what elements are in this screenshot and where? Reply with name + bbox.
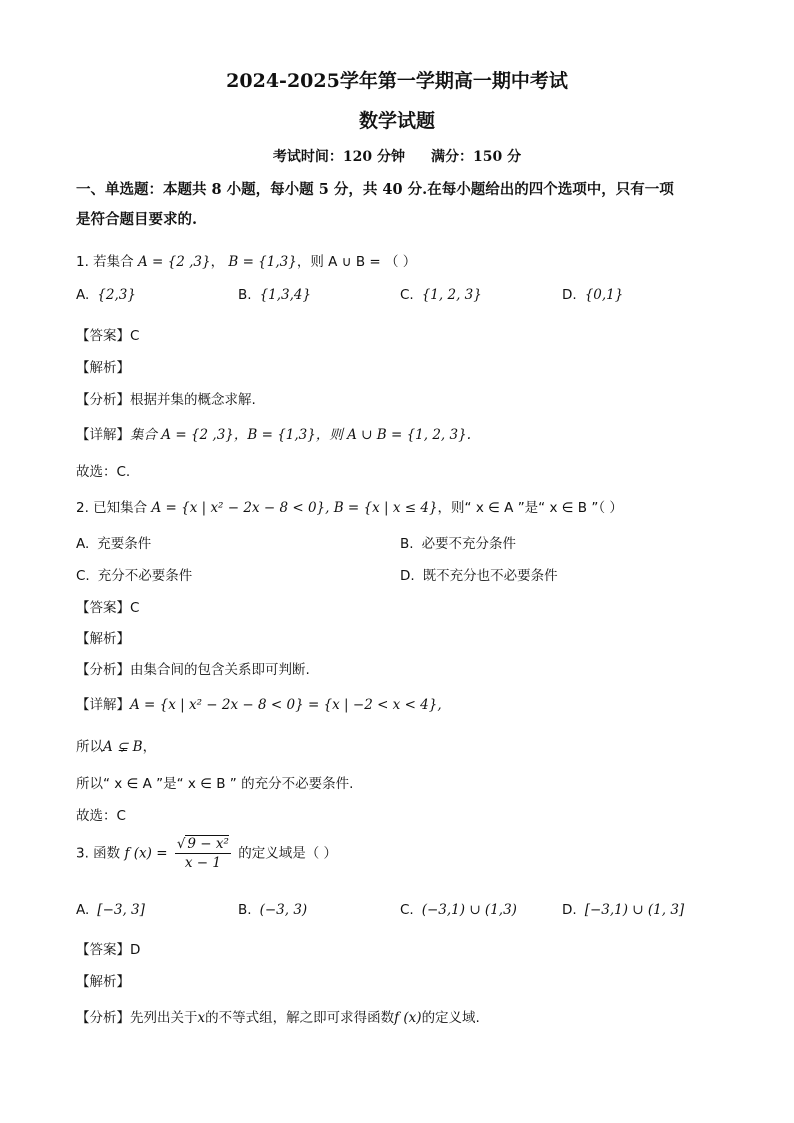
option-label: A. xyxy=(76,287,90,303)
option-label: B. xyxy=(238,902,252,918)
question-1 xyxy=(76,250,416,270)
q2-answer: 【答案】C xyxy=(76,600,140,616)
q2-detail-text: A = {x | x² − 2x − 8 < 0} = {x | −2 < x < 4}, xyxy=(130,697,442,713)
q1-option-a xyxy=(76,287,136,303)
q3-fenxi-a: 【分析】先列出关于 xyxy=(76,1010,198,1026)
option-label: A. xyxy=(76,536,90,552)
option-label: D. xyxy=(562,902,577,918)
q2-tail: ，则“ x ∈ A ”是“ x ∈ B ”（ ） xyxy=(437,500,623,516)
option-text: 充要条件 xyxy=(97,536,152,552)
q2-option-c xyxy=(76,564,192,584)
q2-choose: 故选：C xyxy=(76,808,126,824)
option-text: {1,3,4} xyxy=(259,287,312,303)
q3-fenxi-fx: f (x) xyxy=(394,1010,422,1026)
q1-option-d xyxy=(562,287,623,303)
q1-analysis-label: 【解析】 xyxy=(76,360,130,376)
q2-detail-label: 【详解】 xyxy=(76,697,130,713)
q2-detail xyxy=(76,693,442,713)
option-label: B. xyxy=(400,536,414,552)
option-text: {1, 2, 3} xyxy=(421,287,482,303)
q1-option-c xyxy=(400,287,482,303)
option-text: {0,1} xyxy=(584,287,624,303)
q2-so1 xyxy=(76,735,156,755)
q1-detail xyxy=(76,423,471,443)
section-heading-line2: 是符合题目要求的. xyxy=(76,211,198,228)
q1-tail: ，则 A ∪ B = xyxy=(296,254,381,270)
q1-set-a: A = {2 ,3} xyxy=(137,254,211,270)
q3-answer: 【答案】D xyxy=(76,942,141,958)
option-label: D. xyxy=(562,287,577,303)
q3-option-b xyxy=(238,902,307,918)
q3-prefix: 3. 函数 xyxy=(76,845,121,862)
q3-option-a xyxy=(76,902,145,918)
option-label: D. xyxy=(400,568,415,584)
option-text: 必要不充分条件 xyxy=(421,536,517,552)
q3-tail: 的定义域是（ ） xyxy=(238,845,338,862)
option-label: C. xyxy=(76,568,90,584)
option-text: 既不充分也不必要条件 xyxy=(422,568,558,584)
q3-option-c xyxy=(400,902,517,918)
q3-fenxi-x: x xyxy=(197,1010,206,1026)
exam-meta xyxy=(0,146,794,166)
q2-fenxi: 【分析】由集合间的包含关系即可判断. xyxy=(76,662,310,678)
q1-detail-label: 【详解】 xyxy=(76,427,130,443)
q2-so1-prefix: 所以 xyxy=(76,739,103,755)
q3-option-d xyxy=(562,902,684,918)
option-label: A. xyxy=(76,902,90,918)
exam-score: 满分：150 分 xyxy=(431,149,522,165)
q1-choose: 故选：C. xyxy=(76,464,131,480)
q1-answer: 【答案】C xyxy=(76,328,140,344)
q1-option-b xyxy=(238,287,311,303)
q2-so2: 所以“ x ∈ A ”是“ x ∈ B ” 的充分不必要条件. xyxy=(76,776,354,792)
q2-option-b xyxy=(400,532,516,552)
q3-fenxi-c: 的定义域. xyxy=(421,1010,480,1026)
option-text: 充分不必要条件 xyxy=(97,568,193,584)
q3-analysis-label: 【解析】 xyxy=(76,974,130,990)
q1-prefix: 1. 若集合 xyxy=(76,254,134,270)
q3-denominator: x − 1 xyxy=(184,855,221,871)
q3-fenxi-b: 的不等式组，解之即可求得函数 xyxy=(205,1010,395,1026)
section-heading-line1: 一、单选题：本题共 8 小题，每小题 5 分，共 40 分.在每小题给出的四个选项中，只有一项 xyxy=(76,181,674,198)
exam-subject: 数学试题 xyxy=(358,110,435,132)
option-text: (−3, 3) xyxy=(259,902,308,918)
q2-prefix: 2. 已知集合 xyxy=(76,500,148,516)
option-text: {2,3} xyxy=(97,287,136,303)
q2-so1-tail: ， xyxy=(142,739,157,755)
q3-numerator: √ 9 − x² xyxy=(176,836,229,852)
question-2 xyxy=(76,496,623,516)
q1-paren: （ ） xyxy=(384,254,417,270)
q1-sep: ， xyxy=(210,254,225,270)
q3-radicand: 9 − x² xyxy=(187,836,229,852)
q1-detail-text: 集合 A = {2 ,3}，B = {1,3}，则 A ∪ B = {1, 2, 3}. xyxy=(130,427,471,443)
q2-expr: A = {x | x² − 2x − 8 < 0}, B = {x | x ≤ 4} xyxy=(151,500,438,516)
option-text: [−3,1) ∪ (1, 3] xyxy=(584,902,685,918)
q3-fenxi xyxy=(76,1006,480,1026)
q1-set-b: B = {1,3} xyxy=(228,254,297,270)
q2-analysis-label: 【解析】 xyxy=(76,631,130,647)
q3-fx: f (x) = xyxy=(124,845,168,862)
q2-option-d xyxy=(400,564,558,584)
exam-title: 2024-2025学年第一学期高一期中考试 xyxy=(226,70,568,92)
q2-option-a xyxy=(76,532,151,552)
q3-fraction xyxy=(175,836,231,871)
option-text: [−3, 3] xyxy=(97,902,145,918)
option-label: C. xyxy=(400,287,414,303)
q2-so1-expr: A ⊊ B xyxy=(103,739,143,755)
option-text: (−3,1) ∪ (1,3) xyxy=(421,902,517,918)
exam-time: 考试时间：120 分钟 xyxy=(272,149,405,165)
option-label: C. xyxy=(400,902,414,918)
option-label: B. xyxy=(238,287,252,303)
q1-fenxi: 【分析】根据并集的概念求解. xyxy=(76,392,256,408)
question-3 xyxy=(76,836,337,871)
